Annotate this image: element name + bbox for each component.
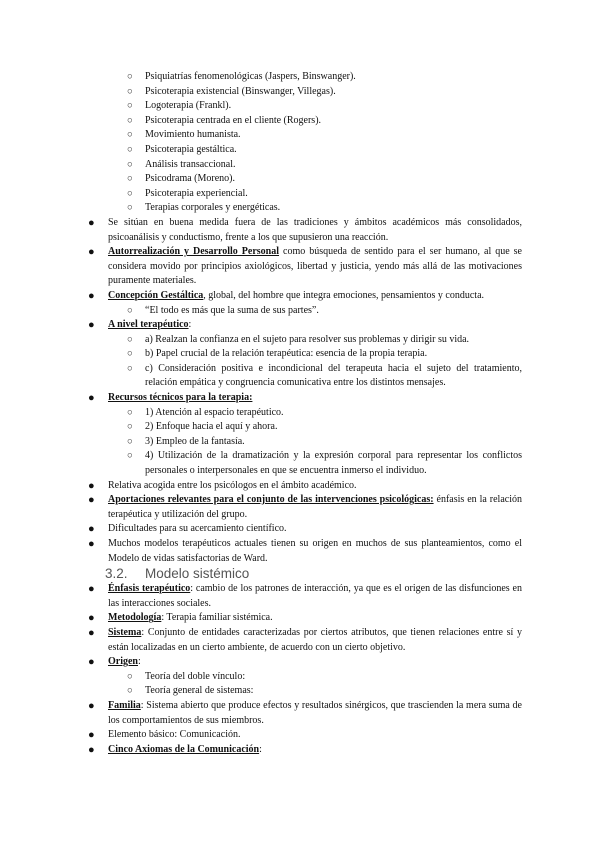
- list-item: ○ “El todo es más que la suma de sus partes”.: [0, 304, 600, 319]
- bullet-icon: ●: [88, 246, 95, 259]
- list-item: ○ Teoría general de sistemas:: [0, 684, 600, 699]
- list-item: ○ Logoterapia (Frankl).: [0, 99, 600, 114]
- bullet-acogida: ● Relativa acogida entre los psicólogos en el ámbito académico.: [88, 479, 357, 492]
- bullet-dificultades: ● Dificultades para su acercamiento científico.: [88, 523, 287, 536]
- list-item: ○ 2) Enfoque hacia el aquí y ahora.: [0, 420, 600, 435]
- list-item: ○ Psicoterapia experiencial.: [0, 187, 600, 202]
- bullet-gestaltica: ● Concepción Gestáltica, global, del hombre que integra emociones, pensamientos y conducta.: [88, 289, 485, 302]
- bullet-familia: ● Familia: Sistema abierto que produce efectos y resultados sinérgicos, que trascienden la mera suma de los comportamientos de sus miembros.: [88, 699, 522, 726]
- hollow-bullet-icon: ○: [127, 203, 133, 214]
- list-item: ○ 1) Atención al espacio terapéutico.: [0, 406, 600, 421]
- hollow-bullet-icon: ○: [127, 436, 133, 447]
- list-item: ○ a) Realzan la confianza en el sujeto para resolver sus problemas y dirigir su vida.: [0, 333, 600, 348]
- hollow-bullet-icon: ○: [127, 101, 133, 112]
- bullet-icon: ●: [88, 699, 95, 712]
- bullet-icon: ●: [88, 538, 95, 550]
- list-item: ○ Psicoterapia gestáltica.: [0, 143, 600, 158]
- hollow-bullet-icon: ○: [127, 144, 133, 155]
- keyword: Familia: [108, 699, 141, 711]
- keyword: Recursos técnicos para la terapia:: [108, 392, 253, 404]
- hollow-bullet-icon: ○: [127, 671, 133, 682]
- hollow-bullet-icon: ○: [127, 159, 133, 170]
- list-item: ○ Teoría del doble vínculo:: [0, 670, 600, 685]
- list-item: ○ Psicoterapia existencial (Binswanger, Villegas).: [0, 85, 600, 100]
- list-item: ○ Psicodrama (Moreno).: [0, 172, 600, 187]
- bullet-icon: ●: [88, 743, 95, 756]
- bullet-icon: ●: [88, 392, 95, 405]
- bullet-elemento: ● Elemento básico: Comunicación.: [88, 729, 241, 742]
- list-item: ○ b) Papel crucial de la relación terapéutica: esencia de la propia terapia.: [0, 347, 600, 362]
- bullet-icon: ●: [88, 612, 95, 625]
- hollow-bullet-icon: ○: [127, 334, 133, 345]
- keyword: Origen: [108, 656, 138, 668]
- keyword: Énfasis terapéutico: [108, 583, 191, 595]
- hollow-bullet-icon: ○: [127, 407, 133, 418]
- bullet-nivel-terapeutico: ● A nivel terapéutico:: [88, 319, 192, 332]
- bullet-icon: ●: [88, 583, 95, 596]
- bullet-icon: ●: [88, 216, 95, 229]
- bullet-axiomas: ● Cinco Axiomas de la Comunicación:: [88, 743, 262, 756]
- list-item: ○ Psiquiatrías fenomenológicas (Jaspers, Binswanger).: [0, 70, 600, 85]
- bullet-sistema: ● Sistema: Conjunto de entidades caracterizadas por ciertos atributos, que tienen relaciones entre sí y están localizadas en un cierto ambiente, de acuerdo con un cierto objetivo.: [88, 626, 522, 653]
- list-item: ○ Movimiento humanista.: [0, 128, 600, 143]
- keyword: Sistema: [108, 626, 142, 638]
- hollow-bullet-icon: ○: [127, 686, 133, 697]
- bullet-icon: ●: [88, 626, 95, 639]
- hollow-bullet-icon: ○: [127, 115, 133, 126]
- section-heading: [0, 566, 600, 582]
- list-item: ○ c) Consideración positiva e incondicional del terapeuta hacia el sujeto del tratamiento, relación empática y congruencia comunicativa entre los distintos mensajes.: [127, 362, 522, 389]
- bullet-autorrealizacion: ● Autorrealización y Desarrollo Personal como búsqueda de sentido para el ser humano, al que se considera movido por principios axiológicos, libertad y justicia, yendo más allá de las motivaciones puramente materiales.: [88, 246, 522, 287]
- bullet-modelos: ● Muchos modelos terapéuticos actuales tienen su origen en muchos de sus planteamientos, como el Modelo de vidas satisfactorias de Ward.: [88, 538, 522, 564]
- keyword: Autorrealización y Desarrollo Personal: [108, 246, 280, 258]
- hollow-bullet-icon: ○: [127, 188, 133, 199]
- list-item: ○ 4) Utilización de la dramatización y la expresión corporal para representar los conflictos personales o interpersonales en que se encuentra inmerso el individuo.: [127, 450, 522, 477]
- bullet-icon: ●: [88, 319, 95, 332]
- section-number: 3.2.: [105, 566, 128, 582]
- hollow-bullet-icon: ○: [127, 422, 133, 433]
- keyword: Metodología: [108, 612, 162, 624]
- document-body: [0, 70, 600, 757]
- bullet-icon: ●: [88, 656, 95, 669]
- keyword: Concepción Gestáltica: [108, 289, 204, 301]
- bullet-origen: ● Origen:: [88, 656, 141, 669]
- bullet-metodologia: ● Metodología: Terapia familiar sistémica.: [88, 612, 273, 625]
- list-item: ○ Psicoterapia centrada en el cliente (Rogers).: [0, 114, 600, 129]
- keyword: Aportaciones relevantes para el conjunto de las intervenciones psicológicas:: [108, 494, 434, 506]
- bullet-icon: ●: [88, 523, 95, 536]
- hollow-bullet-icon: ○: [127, 72, 133, 82]
- bullet-icon: ●: [88, 479, 95, 492]
- list-item: ○ 3) Empleo de la fantasía.: [0, 435, 600, 450]
- list-item: ○ Terapias corporales y energéticas.: [0, 201, 600, 216]
- bullet-enfasis: ● Énfasis terapéutico: cambio de los patrones de interacción, ya que es el origen de las disfunciones en las interacciones sociales.: [88, 583, 522, 609]
- hollow-bullet-icon: ○: [127, 349, 133, 360]
- hollow-bullet-icon: ○: [127, 86, 133, 97]
- bullet-tradiciones: ● Se sitúan en buena medida fuera de las tradiciones y ámbitos académicos más consolidados, psicoanálisis y conductismo, frente a los que supusieron una reacción.: [88, 216, 522, 243]
- bullet-icon: ●: [88, 494, 95, 507]
- hollow-bullet-icon: ○: [127, 174, 133, 185]
- hollow-bullet-icon: ○: [127, 130, 133, 141]
- keyword: Cinco Axiomas de la Comunicación: [108, 743, 260, 755]
- bullet-aportaciones: ● Aportaciones relevantes para el conjunto de las intervenciones psicológicas: énfasis en la relación terapéutica y utilización del grupo.: [88, 494, 522, 520]
- list-item: ○ Análisis transaccional.: [0, 158, 600, 173]
- hollow-bullet-icon: ○: [127, 451, 133, 462]
- bullet-icon: ●: [88, 289, 95, 302]
- section-title: Modelo sistémico: [145, 566, 250, 582]
- hollow-bullet-icon: ○: [127, 363, 133, 374]
- bullet-icon: ●: [88, 729, 95, 742]
- keyword: A nivel terapéutico: [108, 319, 189, 331]
- bullet-recursos: [0, 391, 600, 406]
- hollow-bullet-icon: ○: [127, 305, 133, 316]
